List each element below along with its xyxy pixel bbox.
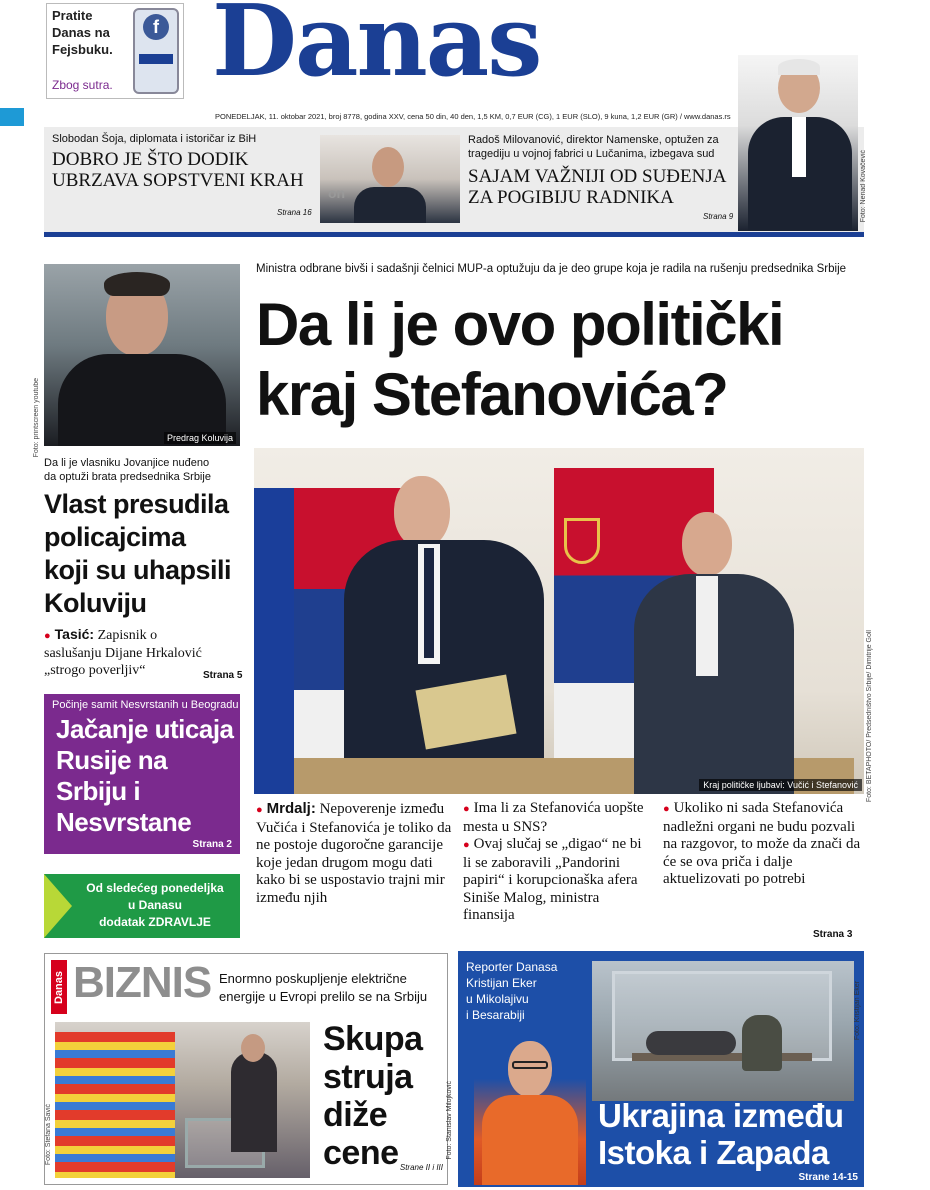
teaser-right-page: Strana 9	[703, 212, 734, 221]
teaser-left-page: Strana 16	[277, 208, 312, 217]
person-head-icon	[394, 476, 450, 548]
facebook-icon: f	[143, 14, 169, 40]
main-photo-credit: Foto: BETAPHOTO/ Predsedništvo Srbije/ Dimitrije Goll	[866, 630, 873, 803]
eu-flag	[254, 488, 294, 794]
koluvija-photo	[44, 264, 240, 446]
person-head-icon	[508, 1041, 552, 1097]
arrow-icon	[44, 874, 72, 938]
left-headline: Vlast presudila policajcima koji su uhapsili Koluviju	[44, 489, 232, 618]
biznis-page: Strane II i III	[399, 1163, 443, 1172]
main-col-3: ● Ukoliko ni sada Stefanovića nadležni organi ne budu pozvali na razgovor, to može da znači da će se ova priča i dalje aktuelizovati po potrebi	[663, 800, 863, 889]
teaser-left-photo: on	[320, 135, 460, 223]
phone-icon	[133, 8, 179, 94]
nam-summit-box[interactable]	[44, 694, 240, 854]
main-photo	[254, 448, 864, 794]
person-head-icon	[372, 147, 404, 187]
biznis-box[interactable]	[44, 953, 448, 1185]
koluvija-photo-credit: Foto: printscreen youtube	[33, 378, 40, 458]
main-col-1: ● Mrdalj: Nepoverenje između Vučića i Stefanovića je toliko da ne postoje dugoročne garancije koje jedan drugom mogu dati kako bi se uspostavio trajni mir između njih	[256, 800, 452, 907]
left-story[interactable]	[44, 456, 244, 679]
photo-caption: Predrag Koluvija	[164, 432, 236, 444]
biznis-kicker: Enormno poskupljenje električne energije u Evropi prelilo se na Srbiju	[219, 971, 428, 1004]
left-sub: ● Tasić: Zapisnik o saslušanju Dijane Hrkalović „strogo poverljiv“	[44, 626, 214, 679]
biznis-credit: Foto: Stefana Savić	[45, 1104, 52, 1166]
biznis-headline: Skupa struja diže cene	[323, 1020, 423, 1172]
biznis-logo: Danas	[51, 960, 67, 1014]
person-head-icon	[682, 512, 732, 576]
ukraine-headline: Ukrajina između Istoka i Zapada	[598, 1097, 844, 1171]
main-col-2-item: ● Ovaj slučaj se „digao“ ne bi li se zaboravili „Pandorini papiri“ i korupcionaška afera Siniše Malog, ministra finansija	[463, 836, 649, 925]
zdravlje-promo[interactable]	[44, 874, 240, 938]
teaser-kicker: Slobodan Šoja, diplomata i istoričar iz BiH	[52, 133, 257, 145]
bus-stop-photo	[592, 961, 854, 1101]
teaser-headline: DOBRO JE ŠTO DODIK UBRZAVA SOPSTVENI KRAH	[52, 149, 304, 191]
glasses-icon	[512, 1061, 548, 1069]
left-kicker: Da li je vlasniku Jovanjice nuđeno da optuži brata predsednika Srbije	[44, 457, 211, 483]
main-headline[interactable]: Da li je ovo politički kraj Stefanovića?	[256, 291, 784, 428]
promo-sub: Zbog sutra.	[52, 78, 113, 92]
supermarket-photo	[55, 1022, 310, 1178]
person-body-icon	[354, 187, 426, 223]
main-col-2	[463, 800, 649, 925]
biznis-section: BIZNIS	[73, 958, 212, 1007]
teaser-right-photo	[738, 55, 858, 231]
teaser-headline: SAJAM VAŽNIJI OD SUĐENJA ZA POGIBIJU RADNIKA	[468, 166, 727, 208]
shelf-icon	[55, 1032, 175, 1178]
bus-stop-credit: Foto: Kristijan Eker	[854, 981, 861, 1041]
dateline: PONEDELJAK, 11. oktobar 2021, broj 8778, godina XXV, cena 50 din, 40 den, 1,5 KM, 0,7 EUR (CG), 1 EUR (SLO), 9 kuna, 1,2 EUR (GR) / www.danas.rs	[215, 112, 731, 121]
main-kicker: Ministra odbrane bivši i sadašnji čelnici MUP-a optužuju da je deo grupe koja je radila na rušenju predsednika Srbije	[256, 263, 847, 275]
masthead-logo: Danas	[212, 0, 541, 99]
person-body-icon	[344, 540, 544, 794]
coat-of-arms-icon	[564, 518, 600, 564]
person-body-icon	[646, 1031, 736, 1055]
photo-caption: Kraj političke ljubavi: Vučić i Stefanović	[699, 779, 862, 791]
teaser-right[interactable]	[468, 133, 738, 208]
teaser-kicker: Radoš Milovanović, direktor Namenske, optužen za tragediju u vojnoj fabrici u Lučanima, izbegava sud	[468, 134, 719, 160]
hair-icon	[778, 59, 820, 75]
reporter-credit: Foto: Stanislav Milojković	[446, 1081, 453, 1160]
person-body-icon	[742, 1015, 782, 1071]
ukraine-page: Strane 14-15	[798, 1172, 858, 1183]
left-edge-marker	[0, 108, 24, 126]
ukraine-kicker: Reporter Danasa Kristijan Eker u Mikolajivu i Besarabiji	[466, 960, 558, 1022]
main-page: Strana 3	[813, 929, 853, 940]
teaser-left[interactable]	[52, 133, 322, 191]
teaser-band-rule	[44, 232, 864, 237]
hair-icon	[104, 272, 170, 296]
person-body-icon	[482, 1095, 578, 1185]
left-story-page: Strana 5	[203, 670, 243, 681]
purple-page: Strana 2	[192, 839, 232, 850]
promo-text: Pratite Danas na Fejsbuku.	[52, 8, 113, 57]
person-head-icon	[241, 1034, 265, 1062]
teaser-right-credit: Foto: Nenad Kovačević	[860, 150, 867, 223]
reporter-photo	[474, 1033, 586, 1185]
purple-kicker: Počinje samit Nesvrstanih u Beogradu	[52, 699, 239, 711]
purple-headline: Jačanje uticaja Rusije na Srbiju i Nesvrstane	[56, 714, 234, 837]
green-text: Od sledećeg ponedeljka u Danasu dodatak ZDRAVLJE	[86, 881, 224, 929]
main-col-2-item: ● Ima li za Stefanovića uopšte mesta u SNS?	[463, 800, 649, 836]
ukraine-box[interactable]	[446, 951, 864, 1187]
person-body-icon	[231, 1052, 277, 1152]
facebook-promo[interactable]	[46, 3, 184, 99]
mini-logo-icon	[139, 54, 173, 64]
